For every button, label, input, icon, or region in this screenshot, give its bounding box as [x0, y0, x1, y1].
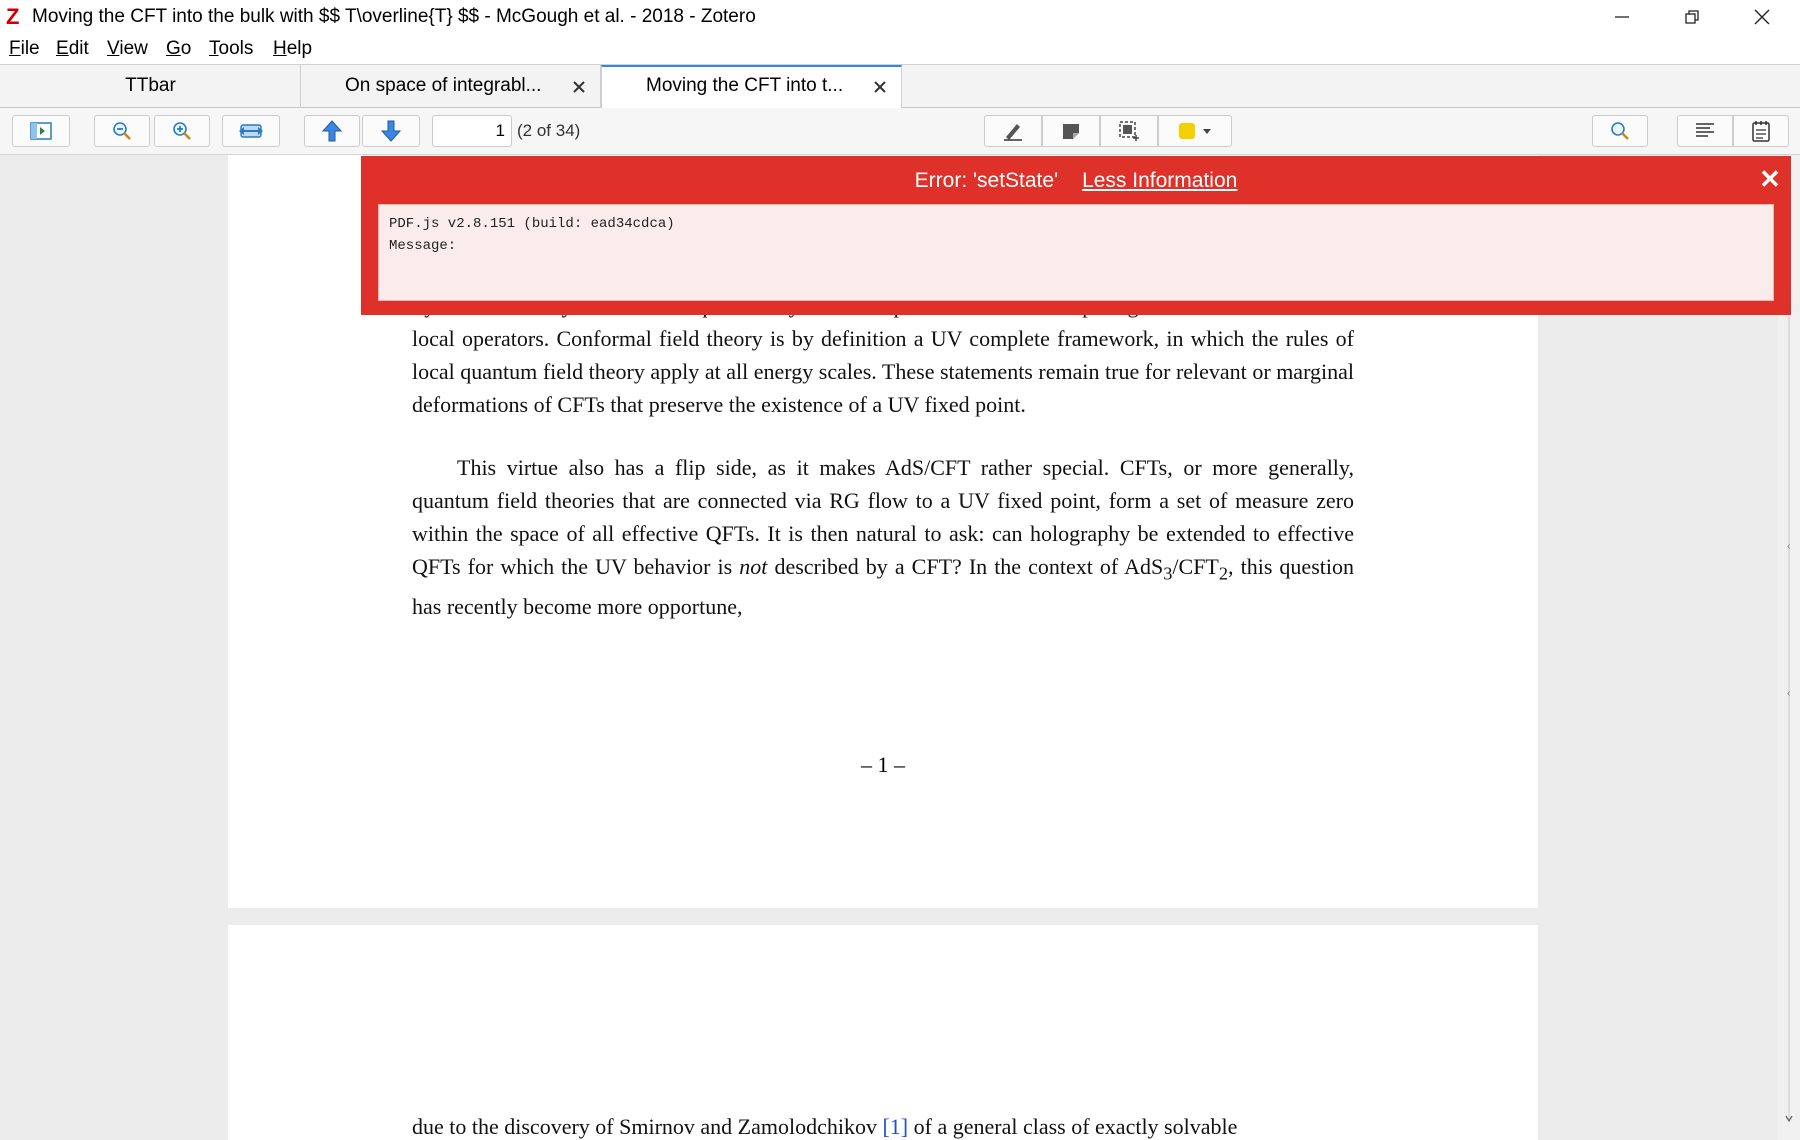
close-icon [569, 77, 589, 97]
close-error-button[interactable]: ✕ [1759, 164, 1781, 194]
close-icon [1753, 8, 1771, 26]
minimize-button[interactable] [1587, 0, 1657, 34]
list-lines-icon [1694, 121, 1716, 141]
tab-label: TTbar [125, 75, 176, 96]
toggle-notes-pane-button[interactable] [1733, 115, 1789, 147]
area-select-icon [1118, 120, 1140, 142]
find-button[interactable] [1592, 115, 1648, 147]
area-tool-button[interactable] [1100, 115, 1158, 147]
color-picker-button[interactable] [1158, 115, 1232, 147]
color-swatch-icon [1175, 121, 1215, 141]
page-number: – 1 – [861, 752, 905, 777]
note-tool-button[interactable] [1042, 115, 1100, 147]
menu-tools-accel: T [209, 38, 219, 59]
paragraph [412, 451, 1354, 623]
menu-edit[interactable] [56, 37, 89, 61]
sidebar-toggle-icon [30, 122, 52, 140]
text-run: of a general class of exactly solvable [908, 1114, 1238, 1139]
menu-go-label: o [180, 38, 192, 59]
tab-moving-cft-active[interactable] [601, 65, 902, 109]
arrow-down-icon [381, 120, 401, 142]
tab-bar [0, 64, 1800, 108]
notepad-icon [1751, 120, 1771, 142]
fit-width-button[interactable] [222, 115, 280, 147]
zoom-out-icon [111, 120, 133, 142]
paragraph: local operators. Conformal field theory is by definition a UV complete framework, in which the rules of local quantum field theory apply at all energy scales. These statements remain true for relevant or marginal deformations of CFTs that preserve the existence of a UV fixed point. [412, 326, 1354, 417]
error-details-box[interactable]: PDF.js v2.8.151 (build: ead34cdca) Message: [378, 204, 1774, 301]
close-window-button[interactable] [1727, 0, 1797, 34]
highlight-tool-button[interactable] [984, 115, 1042, 147]
restore-icon [1684, 9, 1700, 25]
tab-integrable-paper[interactable] [301, 65, 601, 108]
window-title: Moving the CFT into the bulk with $$ T\overline{T} $$ - McGough et al. - 2018 - Zotero [32, 6, 756, 27]
next-page-button[interactable] [362, 115, 420, 147]
less-information-link[interactable]: Less Information [1082, 169, 1238, 192]
menu-edit-accel: E [56, 38, 69, 59]
zoom-in-button[interactable] [154, 115, 210, 147]
previous-page-button[interactable] [304, 115, 360, 147]
pdf-page-2 [228, 925, 1538, 1140]
arrow-up-icon [322, 120, 342, 142]
close-tab-button[interactable] [870, 77, 890, 97]
zoom-in-icon [171, 120, 193, 142]
close-icon [870, 77, 890, 97]
emphasis-text: not [739, 554, 768, 579]
tab-label: On space of integrabl... [345, 75, 542, 96]
tab-label: Moving the CFT into t... [646, 75, 844, 96]
menu-go-accel: G [166, 38, 181, 59]
menu-view-accel: V [107, 38, 120, 59]
close-tab-button[interactable] [569, 77, 589, 97]
reader-toolbar [0, 108, 1800, 155]
menu-file-label: ile [20, 38, 40, 59]
error-banner [361, 156, 1791, 315]
note-icon [1061, 121, 1081, 141]
zoom-out-button[interactable] [94, 115, 150, 147]
menu-file[interactable] [9, 37, 40, 61]
subscript: 3 [1163, 563, 1173, 584]
page-count: (2 of 34) [517, 121, 581, 140]
menu-tools-label: ools [218, 38, 254, 59]
toggle-sidebar-button[interactable] [12, 115, 70, 147]
menu-view[interactable] [107, 37, 148, 61]
menu-help[interactable] [273, 37, 312, 61]
scroll-marker-icon: ‹ [1787, 688, 1791, 699]
menu-help-label: elp [286, 38, 313, 59]
title-bar [0, 0, 1800, 34]
minimize-icon [1614, 9, 1630, 25]
highlighter-pen-icon [1002, 120, 1024, 142]
menu-view-label: iew [119, 38, 148, 59]
text-run: /CFT [1172, 554, 1219, 579]
error-message [361, 164, 1791, 194]
tab-library[interactable] [0, 65, 301, 108]
paragraph [412, 1110, 1354, 1140]
subscript: 2 [1218, 563, 1229, 584]
restore-button[interactable] [1657, 0, 1727, 34]
text-run: , this question has recently become more opportune, [412, 554, 1354, 620]
zotero-logo-icon: Z [6, 4, 20, 29]
text-run: due to the discovery of Smirnov and Zamolodchikov [412, 1114, 883, 1139]
menu-bar [0, 34, 1800, 64]
toggle-outline-button[interactable] [1677, 115, 1733, 147]
fit-width-icon [238, 122, 264, 140]
error-title: Error: 'setState' [914, 169, 1059, 192]
citation-link[interactable]: [1] [882, 1114, 909, 1139]
search-icon [1609, 120, 1631, 142]
menu-help-accel: H [273, 38, 287, 59]
scroll-marker-icon: ‹ [1787, 541, 1791, 552]
menu-go[interactable] [166, 37, 191, 61]
text-run: described by a CFT? In the context of AdS [767, 554, 1164, 579]
text-run: This virtue also has a flip side, as it makes AdS/CFT rather special. CFTs, or more generally, quantum field theories that are connected via RG flow to a UV fixed point, form a set of measure zero within the space of all effective QFTs. It is then natural to ask: can holography be extended to effective QFTs for which the UV behavior is [412, 455, 1354, 579]
menu-edit-label: dit [68, 38, 89, 59]
menu-file-accel: F [9, 38, 21, 59]
menu-tools[interactable] [209, 37, 253, 61]
page-number-input[interactable] [432, 115, 512, 147]
